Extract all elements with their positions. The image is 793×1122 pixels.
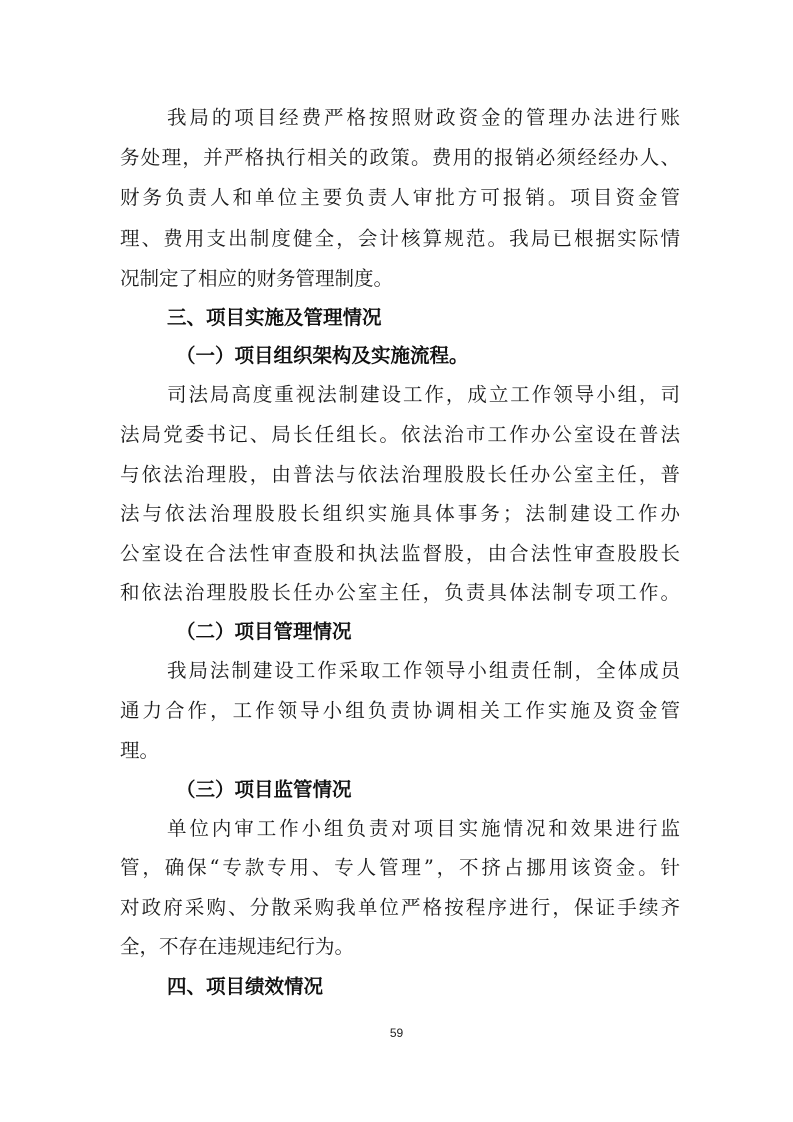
paragraph-line: 我局法制建设工作采取工作领导小组责任制，全体成员 (167, 659, 680, 682)
paragraph-line: 我局的项目经费严格按照财政资金的管理办法进行账 (167, 106, 680, 129)
paragraph-line: 单位内审工作小组负责对项目实施情况和效果进行监 (167, 817, 680, 840)
paragraph-line: 公室设在合法性审查股和执法监督股，由合法性审查股股长 (120, 542, 680, 565)
page-number: 59 (389, 1026, 404, 1040)
paragraph-line: 通力合作，工作领导小组负责协调相关工作实施及资金管 (120, 699, 680, 722)
section-heading: 四、项目绩效情况 (167, 975, 324, 998)
paragraph-line: 管，确保“专款专用、专人管理”，不挤占挪用该资金。针 (120, 856, 680, 879)
paragraph-line: 理、费用支出制度健全，会计核算规范。我局已根据实际情 (120, 227, 680, 250)
paragraph-line: 全，不存在违规违纪行为。 (120, 935, 355, 958)
paragraph-line: 法与依法治理股股长组织实施具体事务；法制建设工作办 (120, 502, 680, 525)
paragraph-line: 对政府采购、分散采购我单位严格按程序进行，保证手续齐 (120, 896, 680, 919)
paragraph-line: 法局党委书记、局长任组长。依法治市工作办公室设在普法 (120, 423, 680, 446)
paragraph-line: 与依法治理股，由普法与依法治理股股长任办公室主任，普 (120, 463, 680, 486)
section-heading: 三、项目实施及管理情况 (167, 306, 382, 329)
subsection-heading: （二）项目管理情况 (176, 620, 352, 643)
paragraph-line: 务处理，并严格执行相关的政策。费用的报销必须经经办人、 (120, 146, 680, 169)
paragraph-line: 财务负责人和单位主要负责人审批方可报销。项目资金管 (120, 186, 680, 209)
paragraph-line: 况制定了相应的财务管理制度。 (120, 267, 394, 290)
subsection-heading: （一）项目组织架构及实施流程。 (176, 344, 469, 367)
paragraph-line: 理。 (120, 739, 160, 762)
subsection-heading: （三）项目监管情况 (176, 778, 352, 801)
paragraph-line: 司法局高度重视法制建设工作，成立工作领导小组，司 (167, 383, 680, 406)
paragraph-line: 和依法治理股股长任办公室主任，负责具体法制专项工作。 (120, 581, 680, 604)
